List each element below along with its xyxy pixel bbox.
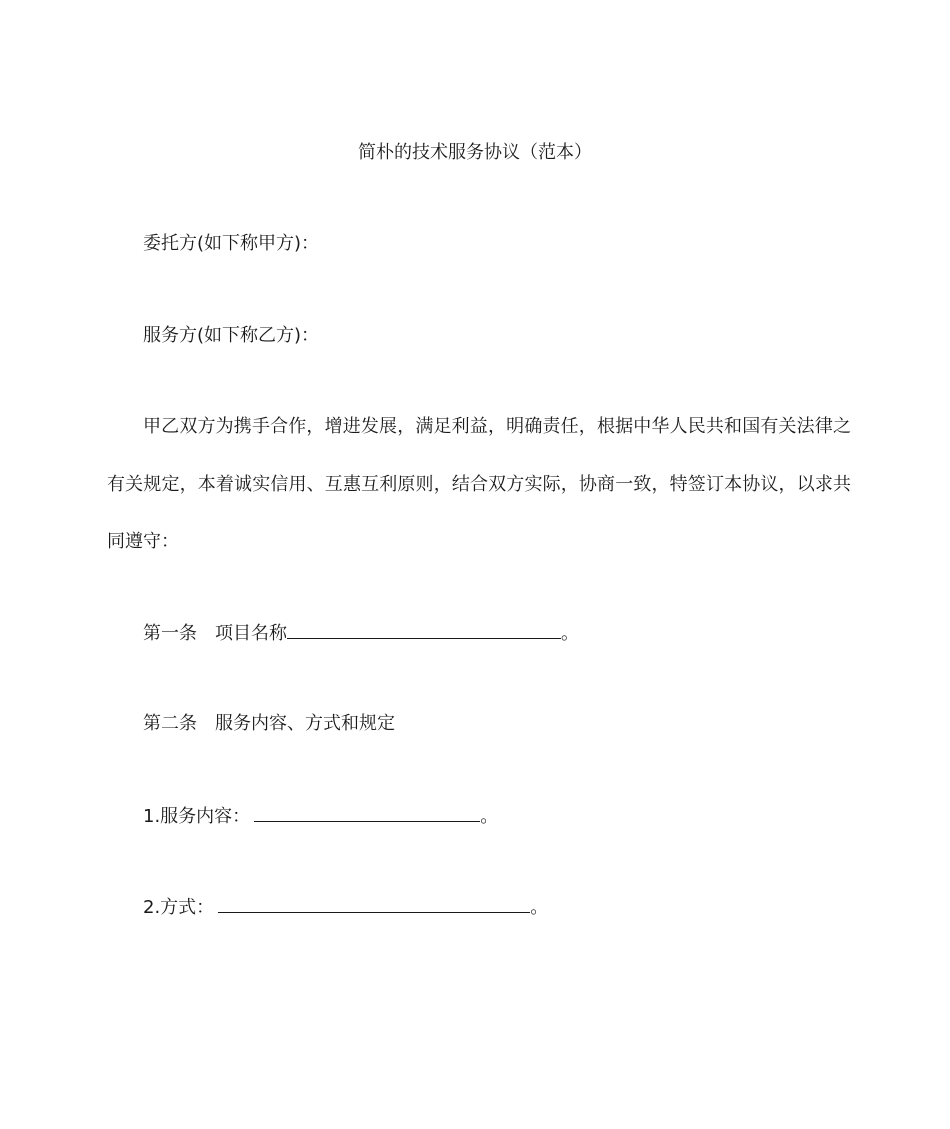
preamble-line-2: 有关规定，本着诚实信用、互惠互利原则，结合双方实际，协商一致，特签订本协议，以求共 xyxy=(107,474,851,495)
preamble-line-1: 甲乙双方为携手合作，增进发展，满足利益，明确责任，根据中华人民共和国有关法律之 xyxy=(143,416,851,437)
article-1-number: 第一条 xyxy=(143,623,197,644)
item-2-end-mark: 。 xyxy=(530,897,549,918)
party-b-label: 服务方(如下称乙方)： xyxy=(143,325,320,346)
item-2 xyxy=(143,896,548,919)
service-content-blank[interactable] xyxy=(254,805,480,822)
article-1 xyxy=(143,622,579,645)
item-2-label: 2.方式： xyxy=(143,897,215,918)
article-2-number: 第二条 xyxy=(143,713,197,734)
preamble-line-3: 同遵守： xyxy=(107,531,179,552)
article-2 xyxy=(143,713,395,735)
project-name-blank[interactable] xyxy=(287,622,561,639)
article-2-heading: 服务内容、方式和规定 xyxy=(215,713,395,734)
item-1 xyxy=(143,805,498,828)
service-method-blank[interactable] xyxy=(218,896,530,913)
article-1-end-mark: 。 xyxy=(561,623,579,644)
item-1-end-mark: 。 xyxy=(480,806,499,827)
item-1-label: 1.服务内容： xyxy=(143,806,251,827)
party-a-label: 委托方(如下称甲方)： xyxy=(143,233,320,254)
article-1-heading: 项目名称 xyxy=(215,623,287,644)
document-title: 简朴的技术服务协议（范本） xyxy=(358,142,592,163)
